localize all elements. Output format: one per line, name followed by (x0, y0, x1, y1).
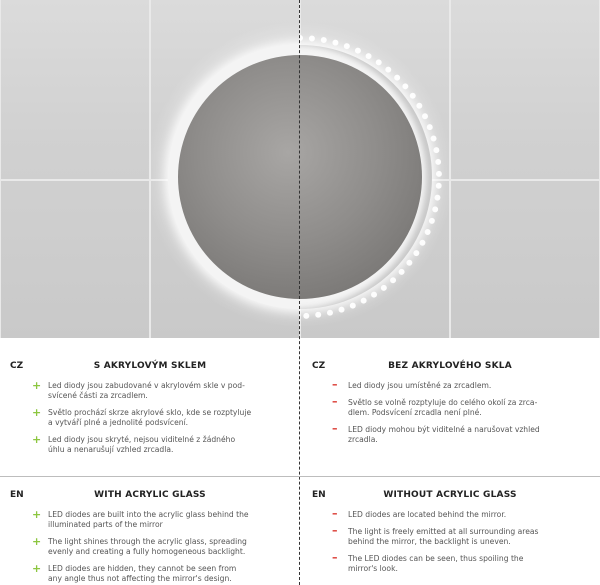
list-item: – The LED diodes can be seen, thus spoiling the mirror's look. (332, 551, 524, 573)
list-item: – The light is freely emitted at all surrounding areas behind the mirror, the backlight is uneven. (332, 524, 539, 546)
cz-without-acrylic-section (300, 361, 600, 471)
minus-icon: – (332, 524, 338, 537)
list-item: + Led diody jsou skryté, nejsou viditelné z žádného úhlu a nenarušují vzhled zrcadla. (32, 433, 236, 454)
plus-icon: + (32, 535, 42, 548)
plus-icon: + (32, 562, 42, 575)
language-label: EN (10, 490, 24, 500)
plus-icon: + (32, 433, 42, 446)
minus-icon: – (332, 507, 338, 520)
list-item: – Světlo se volně rozptyluje do celého okolí za zrca- dlem. Podsvícení zrcadla není plné. (332, 395, 538, 417)
cz-with-acrylic-section (0, 361, 300, 471)
section-heading: WITH ACRYLIC GLASS (94, 490, 206, 500)
horizontal-divider (0, 476, 600, 477)
section-heading: WITHOUT ACRYLIC GLASS (383, 490, 517, 500)
language-label: CZ (312, 361, 326, 371)
plus-icon: + (32, 406, 42, 419)
feature-list (32, 510, 294, 585)
feature-list (32, 381, 294, 462)
list-item: – Led diody jsou umístěné za zrcadlem. (332, 378, 492, 391)
en-with-acrylic-section (0, 490, 300, 585)
list-item: – LED diodes are located behind the mirror. (332, 507, 507, 520)
list-item: + Led diody jsou zabudované v akrylovém skle v pod- svícené části za zrcadlem. (32, 379, 245, 400)
feature-list (332, 507, 594, 581)
list-item: + LED diodes are built into the acrylic glass behind the illuminated parts of the mirror (32, 508, 249, 529)
minus-icon: – (332, 378, 338, 391)
list-item: + The light shines through the acrylic glass, spreading evenly and creating a fully homogeneous backlight. (32, 535, 247, 556)
en-without-acrylic-section (300, 490, 600, 585)
section-heading: BEZ AKRYLOVÉHO SKLA (388, 361, 512, 371)
list-item: + LED diodes are hidden, they cannot be seen from any angle thus not affecting the mirror's design. (32, 562, 237, 583)
minus-icon: – (332, 551, 338, 564)
section-heading: S AKRYLOVÝM SKLEM (93, 361, 207, 371)
plus-icon: + (32, 379, 42, 392)
minus-icon: – (332, 395, 338, 408)
plus-icon: + (32, 508, 42, 521)
feature-list (332, 378, 594, 452)
list-item: – LED diody mohou být viditelné a narušovat vzhled zrcadla. (332, 422, 540, 444)
mirror-shade (300, 45, 432, 309)
language-label: CZ (10, 361, 24, 371)
list-item: + Světlo prochází skrze akrylové sklo, kde se rozptyluje a vytváří plné a jednolité podsvícení. (32, 406, 252, 427)
language-label: EN (312, 490, 326, 500)
minus-icon: – (332, 422, 338, 435)
